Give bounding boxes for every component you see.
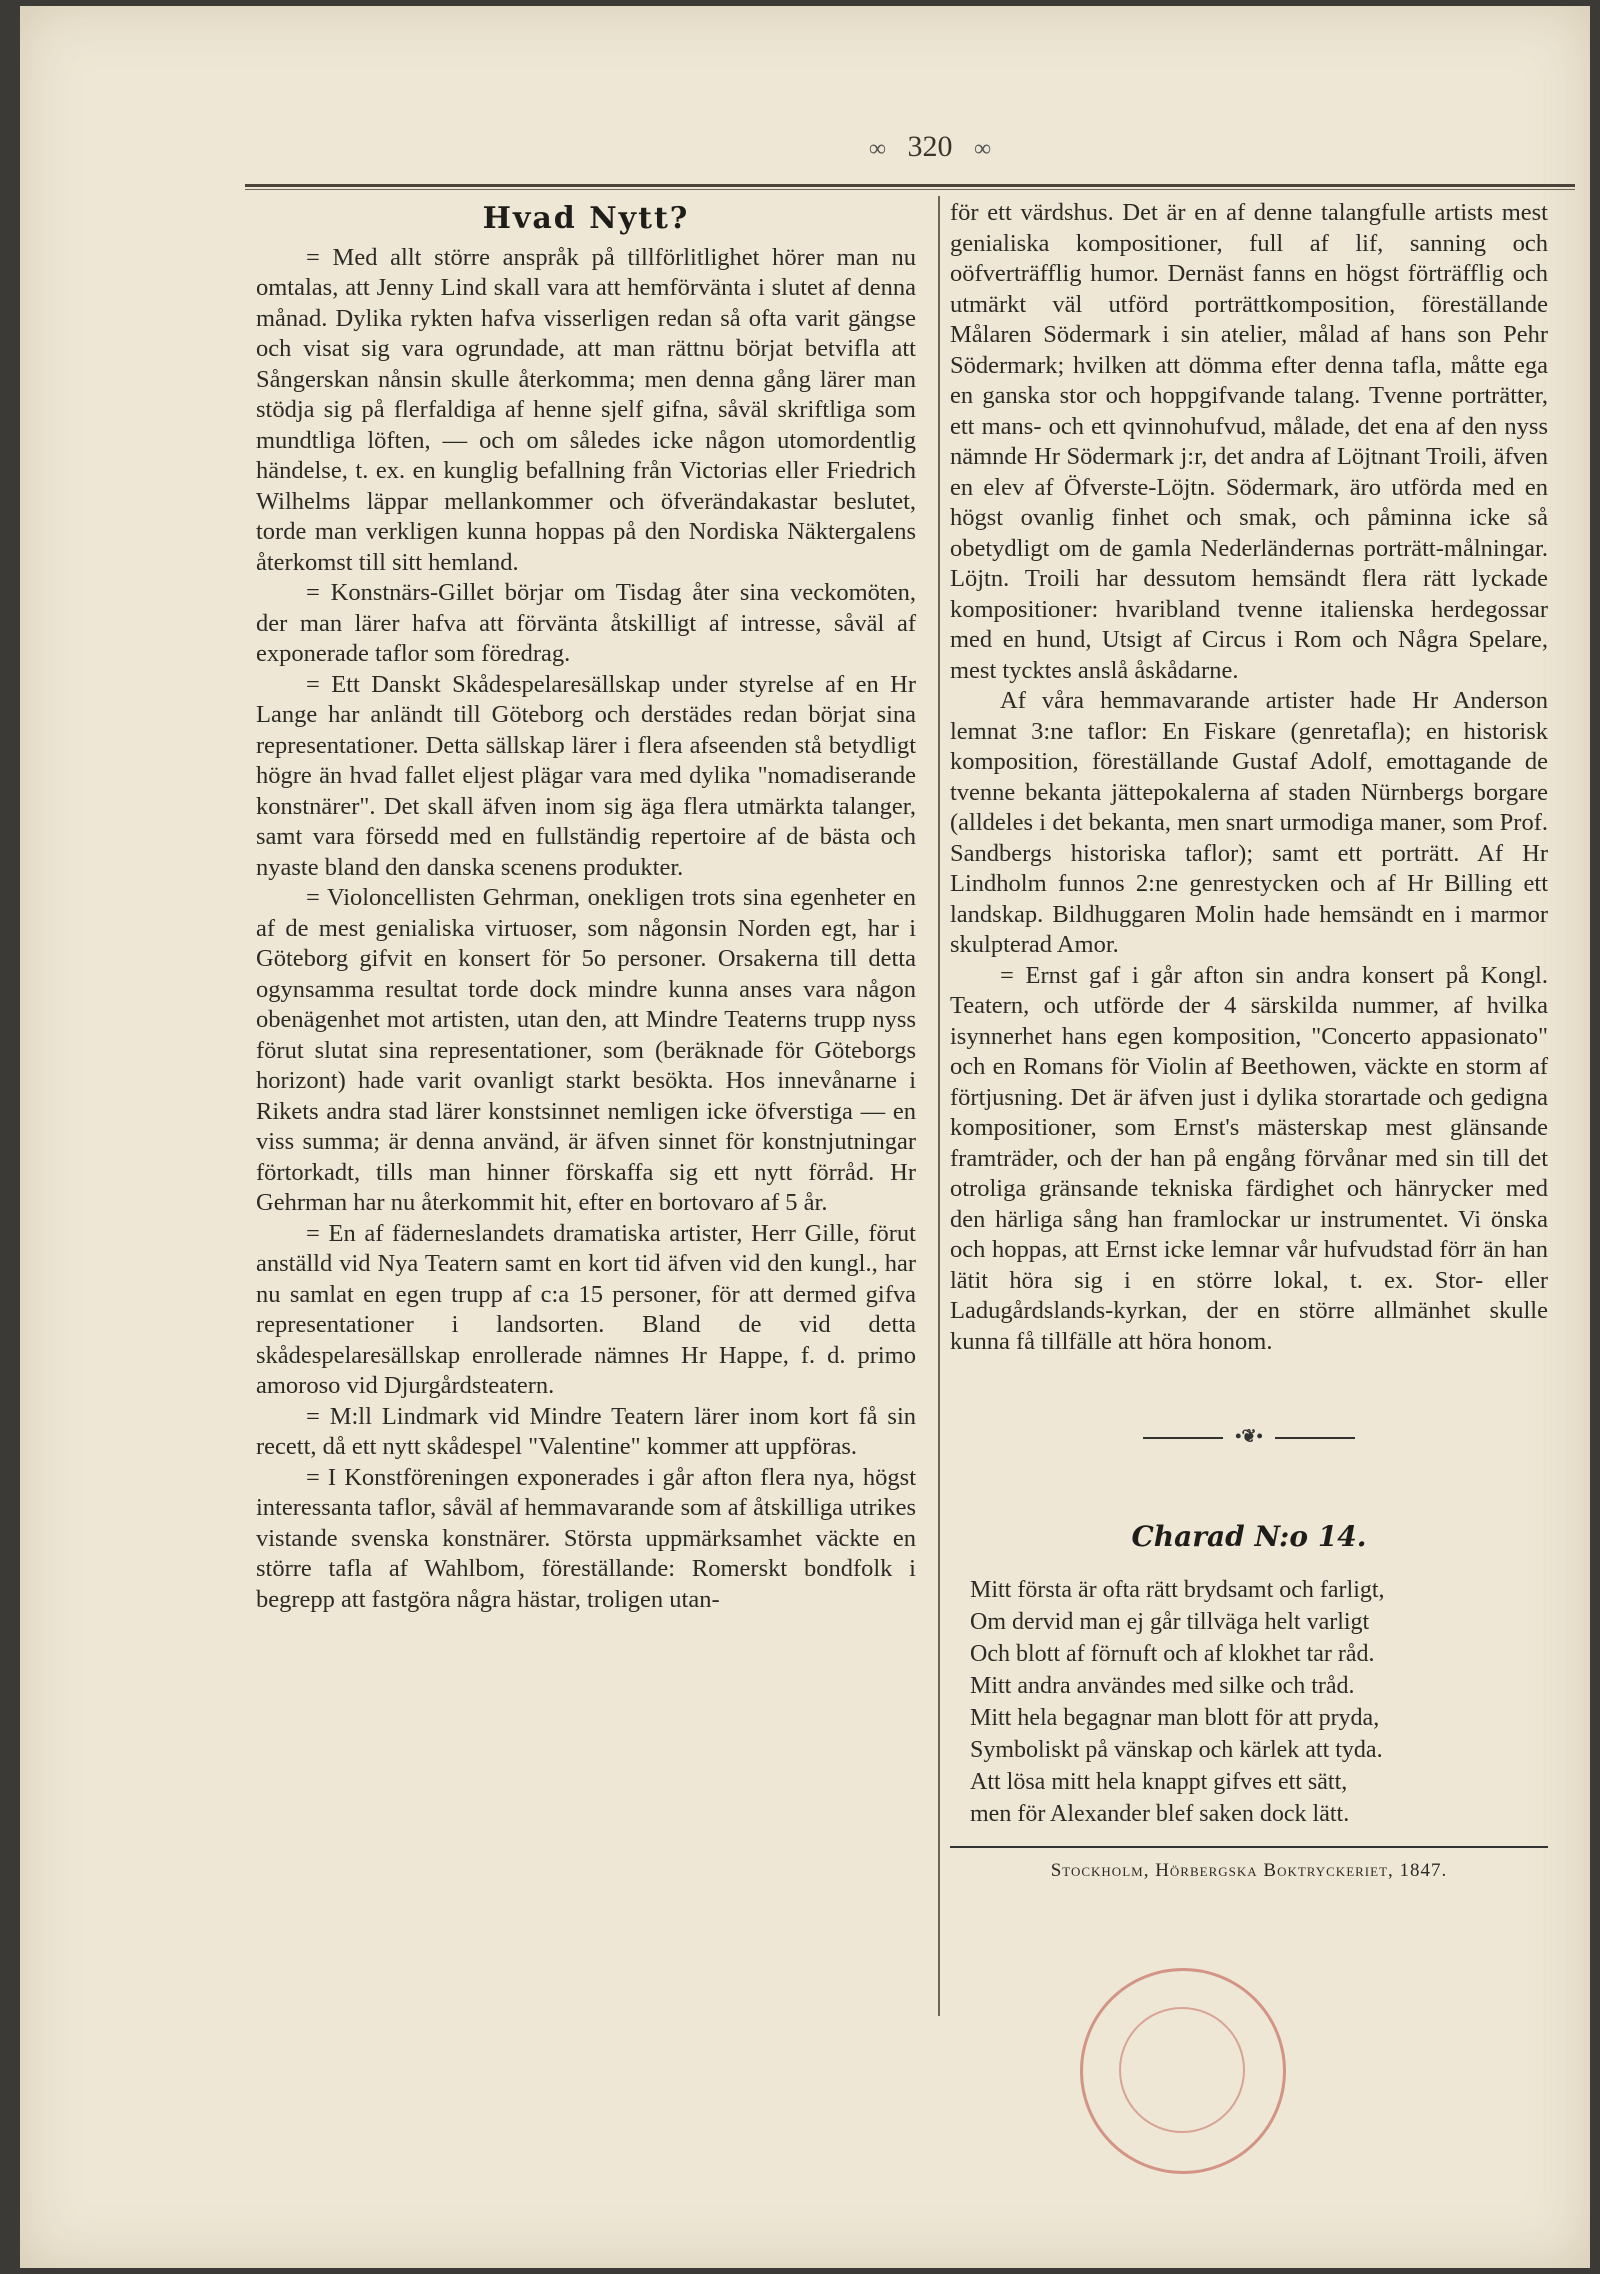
poem-line: Symboliskt på vänskap och kärlek att tyda. (970, 1737, 1383, 1763)
left-column (256, 198, 916, 1615)
printer-imprint: Stockholm, Hörbergska Boktryckeriet, 1847. (1050, 1860, 1448, 1881)
poem-line: Om dervid man ej går tillväga helt varligt (970, 1609, 1370, 1635)
news-item: = Ett Danskt Skådespelaresällskap under styrelse af en Hr Lange har anländt till Göteborg och derstädes redan börjat sina representationer. Detta sällskap lärer i flera afseenden stå betydligt högre än hvad fallet eljest plägar vara med dylika "nomadiserande konstnärer". Det skall äfven inom sig äga flera utmärkta talanger, samt vara försedd med en fullständig repertoire af de bästa och nyaste bland den danska scenens produkter. (256, 670, 916, 881)
poem-line: Och blott af förnuft och af klokhet tar råd. (970, 1641, 1375, 1667)
page-number: 320 (907, 130, 953, 163)
section-title: Hvad Nytt? (482, 201, 690, 236)
ornament-right-icon: ∞ (974, 136, 992, 162)
charade-poem (970, 1574, 1548, 1830)
charade-title: Charad N:o 14. (1131, 1519, 1367, 1553)
news-item: = En af fäderneslandets dramatiska artister, Herr Gille, förut anställd vid Nya Teatern samt en kort tid äfven vid den kungl., har nu samlat en egen trupp af c:a 15 personer, för att dermed gifva representationer i landsorten. Bland de vid detta skådespelaresällskap enrollerade nämnes Hr Happe, f. d. primo amoroso vid Djurgårdsteatern. (256, 1219, 916, 1399)
news-item: = Ernst gaf i går afton sin andra konsert på Kongl. Teatern, och utförde der 4 särskilda nummer, af hvilka isynnerhet hans egen komposition, "Concerto appasionato" och en Romans för Violin af Beethowen, väckte en storm af förtjusning. Det är äfven just i dylika storartade och gedigna kompositioner, som Ernst's mästerskap mest glänsande framträder, och der han på engång förvånar med sin till det otroliga gränsande tekniska färdighet och hänrycker med den härliga sång han framlockar ur instrumentet. Vi önska och hoppas, att Ernst icke lemnar vår hufvudstad förr än han lätit höra sig i en större lokal, t. ex. Stor- eller Ladugårdslands-kyrkan, der en större allmänhet skulle kunna få tillfälle att höra honom. (950, 961, 1548, 1355)
poem-line: men för Alexander blef saken dock lätt. (970, 1801, 1350, 1827)
news-item: = I Konstföreningen exponerades i går afton flera nya, högst interessanta taflor, såväl af hemmavarande som af åtskilliga utrikes vistande svenska konstnärer. Största uppmärksamhet väckte en större tafla af Wahlbom, föreställande: Romerskt bondfolk i begrepp att fastgöra några hästar, troligen utan- (256, 1463, 916, 1613)
news-item: = Konstnärs-Gillet börjar om Tisdag åter sina veckomöten, der man lärer hafva att förvänta åtskilligt af intresse, såväl af exponerade taflor som föredrag. (256, 579, 916, 667)
newspaper-page (20, 6, 1590, 2268)
poem-line: Att lösa mitt hela knappt gifves ett sätt, (970, 1769, 1348, 1795)
poem-line: Mitt andra användes med silke och tråd. (970, 1673, 1355, 1699)
separator-ornament-icon: •❦• (1235, 1426, 1263, 1446)
news-item: = Violoncellisten Gehrman, onekligen trots sina egenheter en af de mest genialiska virtuoser, som någonsin Norden egt, har i Göteborg gifvit en konsert för 5o personer. Orsakerna till detta ogynsamma resultat torde dock mindre kunna anses vara någon obenägenhet mot artisten, utan den, att Mindre Teaterns trupp nyss förut slutat sina representationer, som (beräknade för Göteborgs horizont) hade varit ovanligt starkt besökta. Hos innevånarne i Rikets andra stad lärer konstsinnet nemligen icke öfverstiga — en viss summa; är denna använd, är äfven sinnet för konstnjutningar förtorkadt, tills man hinner förskaffa sig ett nytt förråd. Hr Gehrman har nu återkommit hit, efter en bortovaro af 5 år. (256, 884, 916, 1216)
news-item-continued: för ett värdshus. Det är en af denne talangfulle artists mest genialiska kompositioner, full af lif, sanning och oöfverträfflig humor. Dernäst fanns en högst förträfflig och utmärkt väl utförd porträttkomposition, föreställande Målaren Södermark i sin atelier, målad af hans son Pehr Södermark; hvilken att dömma efter denna tafla, måtte ega en ganska stor och hoppgifvande talang. Tvenne porträtter, ett mans- och ett qvinnohufvud, målade, det ena af den nyss nämnde Hr Södermark j:r, det andra af Löjtnant Troili, äfven en elev af Öfverste-Löjtn. Södermark, äro utförda med en högst ovanlig finhet och smak, och påminna icke så obetydligt om de gamla Nederländernas porträtt-målningar. Löjtn. Troili har dessutom hemsändt flera rätt lyckade kompositioner: hvaribland tvenne italienska herdegossar med en hund, Utsigt af Circus i Rom och Några Spelare, mest tycktes anslå åskådarne. (950, 199, 1548, 684)
ornament-left-icon: ∞ (868, 136, 886, 162)
poem-line: Mitt första är ofta rätt brydsamt och farligt, (970, 1577, 1385, 1603)
header-rule (245, 184, 1575, 187)
ornamental-separator (950, 1421, 1548, 1452)
library-stamp (1080, 1968, 1286, 2174)
right-column (950, 198, 1548, 1887)
imprint-rule (950, 1846, 1548, 1848)
header-rule-thin (245, 189, 1575, 190)
news-item: = Med allt större anspråk på tillförlitlighet hörer man nu omtalas, att Jenny Lind skall vara att hemförvänta i slutet af denna månad. Dylika rykten hafva visserligen redan så ofta varit gängse och visat sig vara ogrundade, att man rättnu börjat betvifla att Sångerskan nånsin skulle återkomma; men denna gång lärer man stödja sig på flerfaldiga af henne sjelf gifna, såväl skriftliga som mundtliga löften, — och om således icke någon utomordentlig händelse, t. ex. en kunglig befallning från Victorias eller Friedrich Wilhelms läppar mellankommer och öfverändakastar beslutet, torde man verkligen kunna hoppas på den Nordiska Näktergalens återkomst till sitt hemland. (256, 243, 916, 576)
poem-line: Mitt hela begagnar man blott för att pryda, (970, 1705, 1380, 1731)
page-header (800, 130, 1060, 178)
news-item: Af våra hemmavarande artister hade Hr Anderson lemnat 3:ne taflor: En Fiskare (genretafla); en historisk komposition, föreställande Gustaf Adolf, emottagande de tvenne bekanta jättepokalerna af staden Nürnbergs borgare (alldeles i det bekanta, men snart urmodiga maner, som Prof. Sandbergs historiska taflor); samt ett porträtt. Af Hr Lindholm funnos 2:ne genrestycken och af Hr Billing ett landskap. Bildhuggaren Molin hade hemsändt en i marmor skulpterad Amor. (950, 687, 1548, 958)
news-item: = M:ll Lindmark vid Mindre Teatern lärer inom kort få sin recett, då ett nytt skådespel "Valentine" kommer att uppföras. (256, 1402, 916, 1460)
column-divider (938, 196, 940, 2016)
